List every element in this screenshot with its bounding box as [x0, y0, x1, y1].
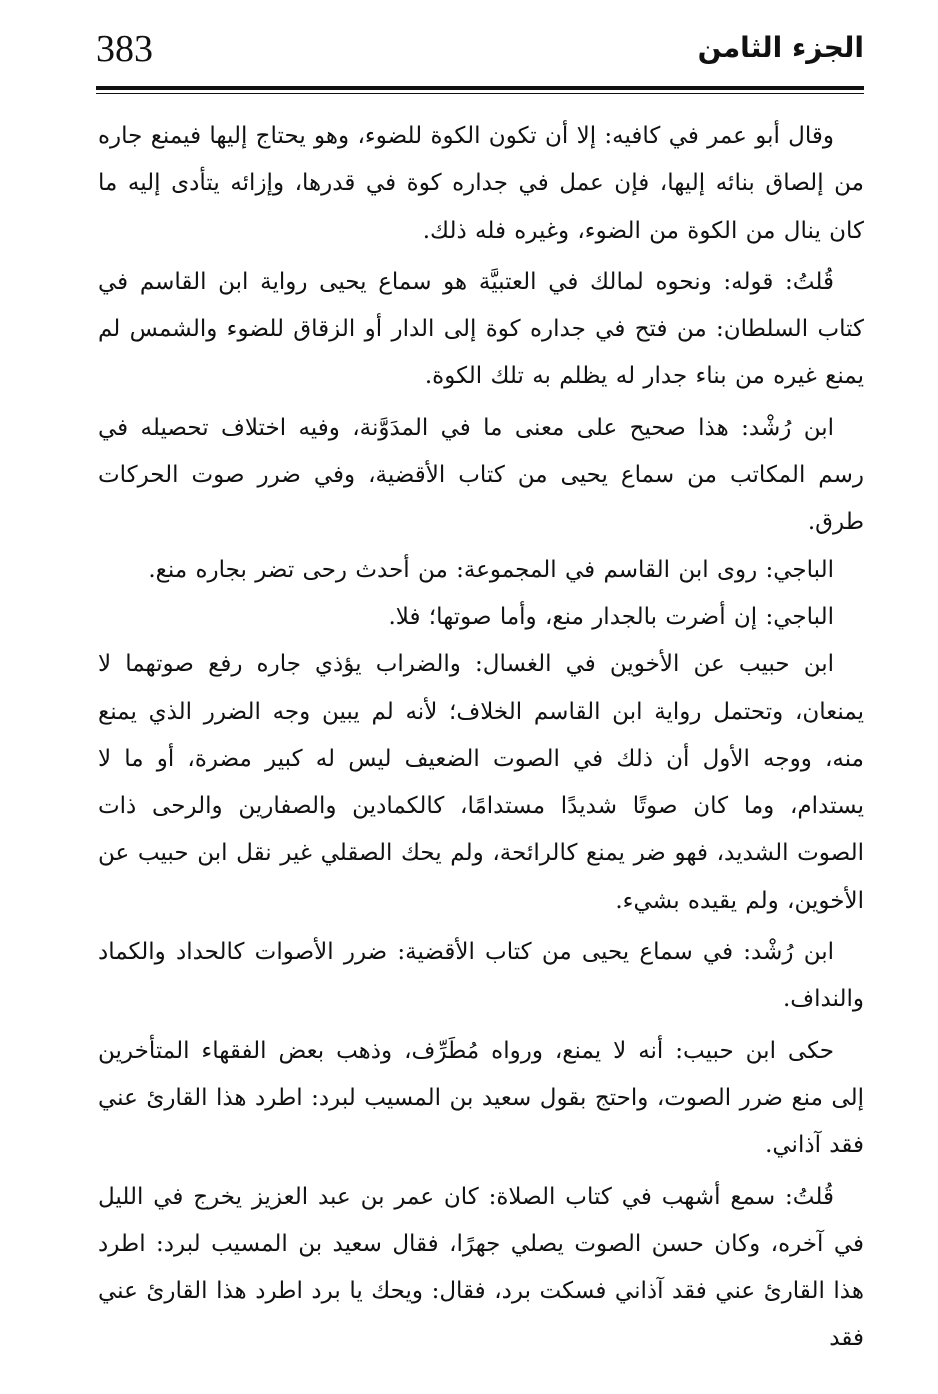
- page-header: [96, 28, 864, 86]
- paragraph-baji-wall: الباجي: إن أضرت بالجدار منع، وأما صوتها؛ فلا.: [388, 603, 834, 630]
- paragraph-ibn-rushd-mudawwana: ابن رُشْد: هذا صحيح على معنى ما في المدَوَّنة، وفيه اختلاف تحصيله في رسم المكاتب من سماع يحيى من كتاب الأقضية، وفي ضرر صوت الحركات طرق.: [98, 414, 864, 536]
- header-rule-thick: [96, 86, 864, 90]
- page-body: [98, 113, 864, 1363]
- paragraph-baji-majmua: الباجي: روى ابن القاسم في المجموعة: من أحدث رحى تضر بجاره منع.: [148, 556, 834, 583]
- volume-title: الجزء الثامن: [697, 31, 864, 64]
- paragraph-abu-umar-kafi: وقال أبو عمر في كافيه: إلا أن تكون الكوة للضوء، وهو يحتاج إليها فيمنع جاره من إلصاق بنائه إليها، فإن عمل في جداره كوة في قدرها، وإزائه يتأدى إليه ما كان ينال من الكوة من الضوء، وغيره فله ذلك.: [98, 123, 864, 244]
- paragraph-ibn-habib-mutarrif: حكى ابن حبيب: أنه لا يمنع، ورواه مُطَرِّف، وذهب بعض الفقهاء المتأخرين إلى منع ضرر الصوت، واحتج بقول سعيد بن المسيب لبرد: اطرد هذا القارئ عني فقد آذاني.: [98, 1037, 864, 1159]
- paragraph-qultu-utbiyya: قُلتُ: قوله: ونحوه لمالك في العتبيَّة هو سماع يحيى رواية ابن القاسم في كتاب السلطان: من فتح في جداره كوة إلى الدار أو الزقاق للضوء والشمس لم يمنع غيره من بناء جدار له يظلم به تلك الكوة.: [98, 268, 864, 390]
- header-rule-thin: [96, 93, 864, 94]
- page-number: 383: [96, 28, 153, 70]
- paragraph-qultu-ashhab: قُلتُ: سمع أشهب في كتاب الصلاة: كان عمر بن عبد العزيز يخرج في الليل في آخره، وكان حسن الصوت يصلي جهرًا، فقال سعيد بن المسيب لبرد: اطرد هذا القارئ عني فقد آذاني فسكت برد، فقال: ويحك يا برد اطرد هذا القارئ عني فقد: [98, 1183, 864, 1352]
- paragraph-ibn-rushd-sounds: ابن رُشْد: في سماع يحيى من كتاب الأقضية: ضرر الأصوات كالحداد والكماد والنداف.: [98, 939, 864, 1013]
- paragraph-ibn-habib-akhawayn: ابن حبيب عن الأخوين في الغسال: والضراب يؤذي جاره رفع صوتهما لا يمنعان، وتحتمل رواية ابن القاسم الخلاف؛ لأنه لم يبين وجه الضرر الذي يمنع منه، ووجه الأول أن ذلك في الصوت الضعيف ليس له كبير مضرة، أو ما لا يستدام، وما كان صوتًا شديدًا مستدامًا، كالكمادين والصفارين والرحى ذات الصوت الشديد، فهو ضر يمنع كالرائحة، ولم يحك الصقلي غير نقل ابن حبيب عن الأخوين، ولم يقيده بشيء.: [98, 651, 865, 914]
